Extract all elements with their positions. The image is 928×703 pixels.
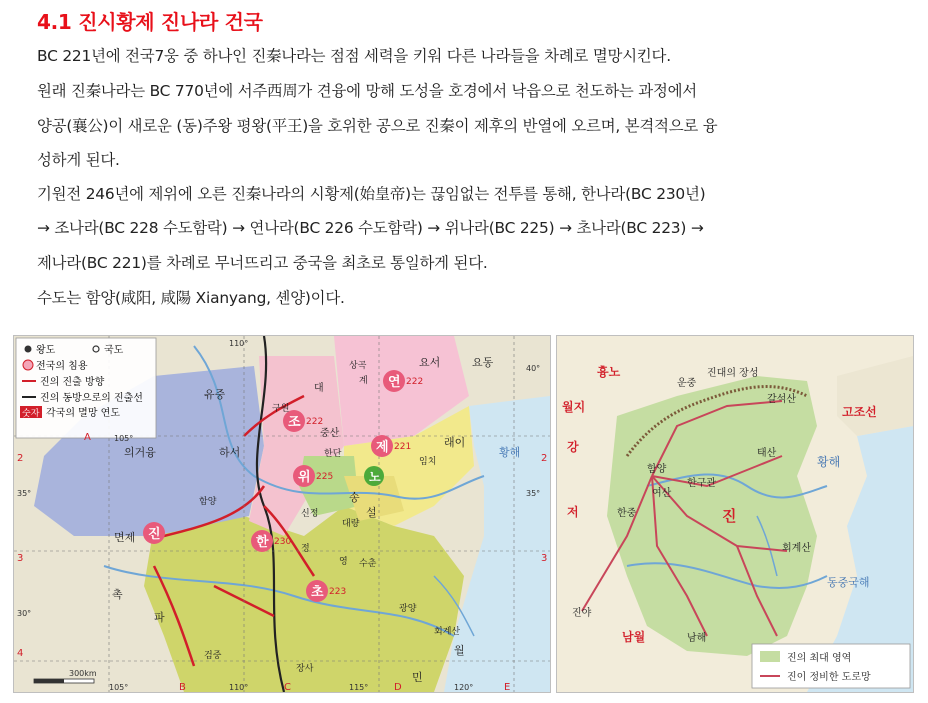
label-shouchun: 수춘 — [359, 559, 377, 569]
label-hanzhong: 한중 — [617, 508, 637, 519]
lat-35: 35° — [17, 489, 32, 498]
label-hexi: 하서 — [219, 446, 241, 459]
label-song: 송 — [349, 491, 360, 504]
paragraph-line-4: 성하게 된다. — [37, 151, 120, 169]
right-map-legend — [752, 644, 910, 688]
paragraph-line-6: → 조나라(BC 228 수도함락) → 연나라(BC 226 수도함락) → 위나라(BC 225) → 초나라(BC 223) → — [37, 219, 704, 237]
label-yellow-sea-right: 황해 — [817, 455, 841, 469]
label-zheng: 정 — [301, 544, 310, 554]
svg-text:222: 222 — [406, 377, 424, 387]
paragraph-line-1: BC 221년에 전국7웅 중 하나인 진秦나라는 점점 세력을 키워 다른 나라들을 차례로 멸망시킨다. — [37, 47, 671, 65]
label-jiuyuan: 구원 — [272, 404, 290, 414]
lon-105-bottom: 105° — [109, 683, 129, 692]
label-qianzhong: 검중 — [204, 651, 222, 661]
svg-text:위: 위 — [298, 470, 311, 485]
label-shanggu: 상곡 — [349, 361, 367, 371]
grid-letter-c: C — [284, 682, 291, 692]
label-linzi: 임치 — [419, 457, 437, 467]
label-zhongshan: 중산 — [320, 428, 340, 439]
label-gojoseon: 고조선 — [842, 405, 877, 419]
legend-qin-eastward-line: 진의 동방으로의 진출선 — [40, 393, 143, 404]
label-xianyang-right: 함양 — [647, 464, 667, 475]
label-liaodong: 요동 — [472, 356, 494, 369]
label-di: 저 — [567, 505, 579, 519]
grid-letter-e: E — [504, 682, 511, 692]
svg-text:제: 제 — [376, 440, 389, 455]
legend-number-sample: 숫자 — [22, 409, 40, 419]
state-marker-qin — [143, 522, 165, 544]
label-dai: 대 — [314, 383, 324, 394]
label-lishan: 여산 — [652, 488, 672, 499]
grid-letter-d: D — [394, 682, 402, 692]
grid-letter-b: B — [179, 682, 186, 692]
label-hanguguan: 한구관 — [687, 478, 716, 489]
label-xianyang: 함양 — [199, 497, 217, 507]
svg-text:230: 230 — [274, 537, 292, 547]
warring-states-map — [13, 335, 551, 693]
paragraph-line-7: 제나라(BC 221)를 차례로 무너뜨리고 중국을 최초로 통일하게 된다. — [37, 254, 488, 272]
label-kuaijishan-right: 회계산 — [782, 543, 811, 554]
svg-text:노: 노 — [369, 470, 381, 484]
label-ba: 파 — [154, 611, 165, 624]
grid-number-3: 3 — [17, 553, 24, 564]
svg-text:300km: 300km — [69, 669, 97, 678]
svg-text:연: 연 — [388, 375, 401, 390]
svg-text:222: 222 — [306, 417, 324, 427]
legend-capital: 왕도 — [36, 345, 56, 356]
svg-text:초: 초 — [311, 585, 324, 600]
lon-110: 110° — [229, 339, 249, 348]
label-qiang: 강 — [567, 440, 579, 454]
label-nanyue: 남월 — [622, 630, 646, 644]
label-jinya: 진야 — [572, 608, 592, 619]
label-taishan: 태산 — [757, 448, 777, 459]
label-yuezhi: 월지 — [562, 400, 586, 414]
label-changsha: 장사 — [296, 664, 314, 674]
label-yue: 월 — [454, 644, 465, 657]
svg-text:진: 진 — [148, 527, 161, 542]
grid-number-2-right: 2 — [541, 453, 548, 464]
svg-text:진의 최대 영역: 진의 최대 영역 — [787, 653, 852, 664]
label-yuzhong: 유중 — [204, 388, 226, 401]
label-xue: 설 — [366, 506, 377, 519]
lat-40: 40° — [526, 364, 541, 373]
label-ying: 영 — [339, 557, 348, 567]
label-daliang: 대량 — [342, 519, 360, 529]
state-marker-lu — [369, 470, 381, 484]
label-great-wall: 진대의 장성 — [707, 368, 759, 379]
lon-105: 105° — [114, 434, 134, 443]
paragraph-line-8: 수도는 함양(咸阳, 咸陽 Xianyang, 셴양)이다. — [37, 289, 345, 307]
label-yiqurong: 의거융 — [124, 446, 156, 459]
label-east-china-sea: 동중국해 — [827, 576, 870, 589]
label-xiongnu: 흉노 — [597, 365, 621, 379]
legend-fall-year: 각국의 멸망 연도 — [46, 408, 120, 419]
label-ji: 계 — [359, 376, 368, 386]
label-qin: 진 — [722, 507, 737, 525]
lat-35-right: 35° — [526, 489, 541, 498]
label-yunzhong: 운중 — [677, 378, 697, 389]
paragraph-line-5: 기원전 246년에 제위에 오른 진秦나라의 시황제(始皇帝)는 끊임없는 전투를 통해, 한나라(BC 230년) — [37, 185, 706, 203]
legend-warring-states: 전국의 침용 — [36, 361, 88, 372]
grid-number-4: 4 — [17, 648, 24, 659]
section-heading: 4.1 진시황제 진나라 건국 — [37, 10, 263, 34]
grid-number-2: 2 — [17, 453, 24, 464]
label-liaoxi: 요서 — [419, 356, 441, 369]
svg-text:221: 221 — [394, 442, 412, 452]
svg-text:한: 한 — [256, 535, 269, 550]
paragraph-line-3: 양공(襄公)이 새로운 (동)주왕 평왕(平王)을 호위한 공으로 진秦이 제후의 반열에 오르며, 본격적으로 융 — [37, 117, 718, 135]
label-shu: 촉 — [112, 588, 123, 601]
label-kuaijishan: 회계산 — [434, 627, 461, 637]
svg-text:진이 정비한 도로망: 진이 정비한 도로망 — [787, 672, 871, 683]
grid-number-3-right: 3 — [541, 553, 548, 564]
label-xinzheng: 신정 — [301, 509, 319, 519]
label-min: 민 — [412, 671, 423, 684]
lon-120: 120° — [454, 683, 474, 692]
lon-110-bottom: 110° — [229, 683, 249, 692]
paragraph-line-2: 원래 진秦나라는 BC 770년에 서주西周가 견융에 망해 도성을 호경에서 낙읍으로 천도하는 과정에서 — [37, 82, 697, 100]
svg-text:225: 225 — [316, 472, 334, 482]
label-laiyi: 래이 — [444, 436, 466, 449]
label-nanhai: 남해 — [687, 633, 707, 644]
svg-text:조: 조 — [288, 415, 301, 430]
label-yellow-sea: 황해 — [499, 446, 521, 459]
lat-30: 30° — [17, 609, 32, 618]
label-guangyang: 광양 — [399, 604, 417, 614]
label-jieshishan: 갈석산 — [767, 394, 796, 405]
grid-letter-a: A — [84, 432, 91, 443]
legend-state-capital: 국도 — [104, 345, 124, 356]
legend-qin-advance: 진의 진출 방향 — [40, 377, 105, 388]
lon-115: 115° — [349, 683, 369, 692]
qin-territory-map — [556, 335, 914, 693]
label-handan: 한단 — [324, 449, 342, 459]
label-mianzhu: 면제 — [114, 531, 136, 544]
svg-text:223: 223 — [329, 587, 347, 597]
